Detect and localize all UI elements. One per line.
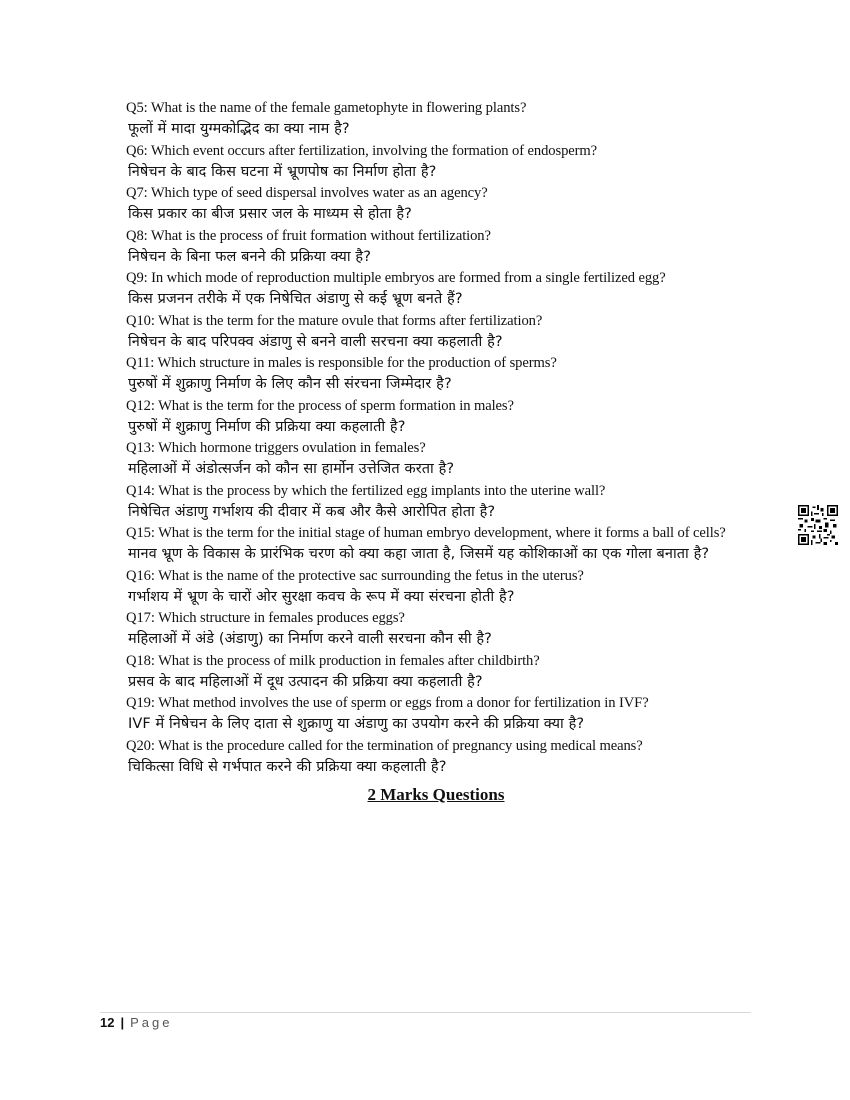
question-hi: पुरुषों में शुक्राणु निर्माण की प्रक्रिया क्या कहलाती है? xyxy=(128,418,406,435)
question-en: Q8: What is the process of fruit formation without fertilization? xyxy=(126,227,491,244)
question-en: Q16: What is the name of the protective sac surrounding the fetus in the uterus? xyxy=(126,567,584,584)
question-hi: फूलों में मादा युग्मकोद्भिद का क्या नाम है? xyxy=(128,121,350,137)
question-hi: किस प्रकार का बीज प्रसार जल के माध्यम से होता है? xyxy=(128,206,412,222)
question-en: Q11: Which structure in males is responsible for the production of sperms? xyxy=(126,355,557,371)
question-hi: प्रसव के बाद महिलाओं में दूध उत्पादन की प्रक्रिया क्या कहलाती है? xyxy=(128,673,483,690)
page-separator: | xyxy=(120,1015,125,1030)
question-en: Q13: Which hormone triggers ovulation in females? xyxy=(126,440,426,456)
question-hi: चिकित्सा विधि से गर्भपात करने की प्रक्रिया क्या कहलाती है? xyxy=(128,758,447,775)
question-hi: IVF में निषेचन के लिए दाता से शुक्राणु या अंडाणु का उपयोग करने की प्रक्रिया क्या है? xyxy=(128,716,585,732)
question-en: Q18: What is the process of milk production in females after childbirth? xyxy=(126,652,540,669)
question-en: Q15: What is the term for the initial stage of human embryo development, where it forms a ball of cells? xyxy=(126,525,726,541)
question-hi: निषेचित अंडाणु गर्भाशय की दीवार में कब और कैसे आरोपित होता है? xyxy=(128,503,496,520)
page-label: Page xyxy=(130,1015,173,1030)
question-hi: महिलाओं में अंडोत्सर्जन को कौन सा हार्मोन उत्तेजित करता है? xyxy=(128,461,455,477)
question-en: Q12: What is the term for the process of sperm formation in males? xyxy=(126,397,514,414)
question-hi: मानव भ्रूण के विकास के प्रारंभिक चरण को क्या कहा जाता है, जिसमें यह कोशिकाओं का एक गोला बनाता है? xyxy=(128,546,710,562)
question-hi: किस प्रजनन तरीके में एक निषेचित अंडाणु से कई भ्रूण बनते हैं? xyxy=(128,291,463,307)
question-en: Q19: What method involves the use of sperm or eggs from a donor for fertilization in IVF? xyxy=(126,695,649,711)
question-en: Q7: Which type of seed dispersal involves water as an agency? xyxy=(126,185,488,201)
question-en: Q20: What is the procedure called for the termination of pregnancy using medical means? xyxy=(126,737,643,754)
page-number: 12 xyxy=(100,1015,115,1030)
question-list xyxy=(126,99,746,805)
qr-code-icon xyxy=(798,505,838,545)
question-en: Q14: What is the process by which the fertilized egg implants into the uterine wall? xyxy=(126,482,606,499)
question-hi: महिलाओं में अंडे (अंडाणु) का निर्माण करने वाली सरचना कौन सी है? xyxy=(128,631,492,647)
question-en: Q17: Which structure in females produces eggs? xyxy=(126,610,405,626)
footer-rule xyxy=(100,1012,751,1013)
section-heading: 2 Marks Questions xyxy=(367,785,505,804)
question-hi: निषेचन के बाद परिपक्व अंडाणु से बनने वाली सरचना क्या कहलाती है? xyxy=(128,333,503,350)
question-hi: निषेचन के बाद किस घटना में भ्रूणपोष का निर्माण होता है? xyxy=(128,163,437,180)
question-en: Q10: What is the term for the mature ovule that forms after fertilization? xyxy=(126,312,543,329)
question-hi: निषेचन के बिना फल बनने की प्रक्रिया क्या है? xyxy=(128,248,371,265)
question-en: Q9: In which mode of reproduction multiple embryos are formed from a single fertilized egg? xyxy=(126,270,666,286)
question-en: Q6: Which event occurs after fertilization, involving the formation of endosperm? xyxy=(126,142,598,159)
question-en: Q5: What is the name of the female gametophyte in flowering plants? xyxy=(126,100,527,116)
page-footer xyxy=(100,1015,172,1030)
question-hi: पुरुषों में शुक्राणु निर्माण के लिए कौन सी संरचना जिम्मेदार है? xyxy=(128,376,452,392)
question-hi: गर्भाशय में भ्रूण के चारों ओर सुरक्षा कवच के रूप में क्या संरचना होती है? xyxy=(128,588,515,605)
